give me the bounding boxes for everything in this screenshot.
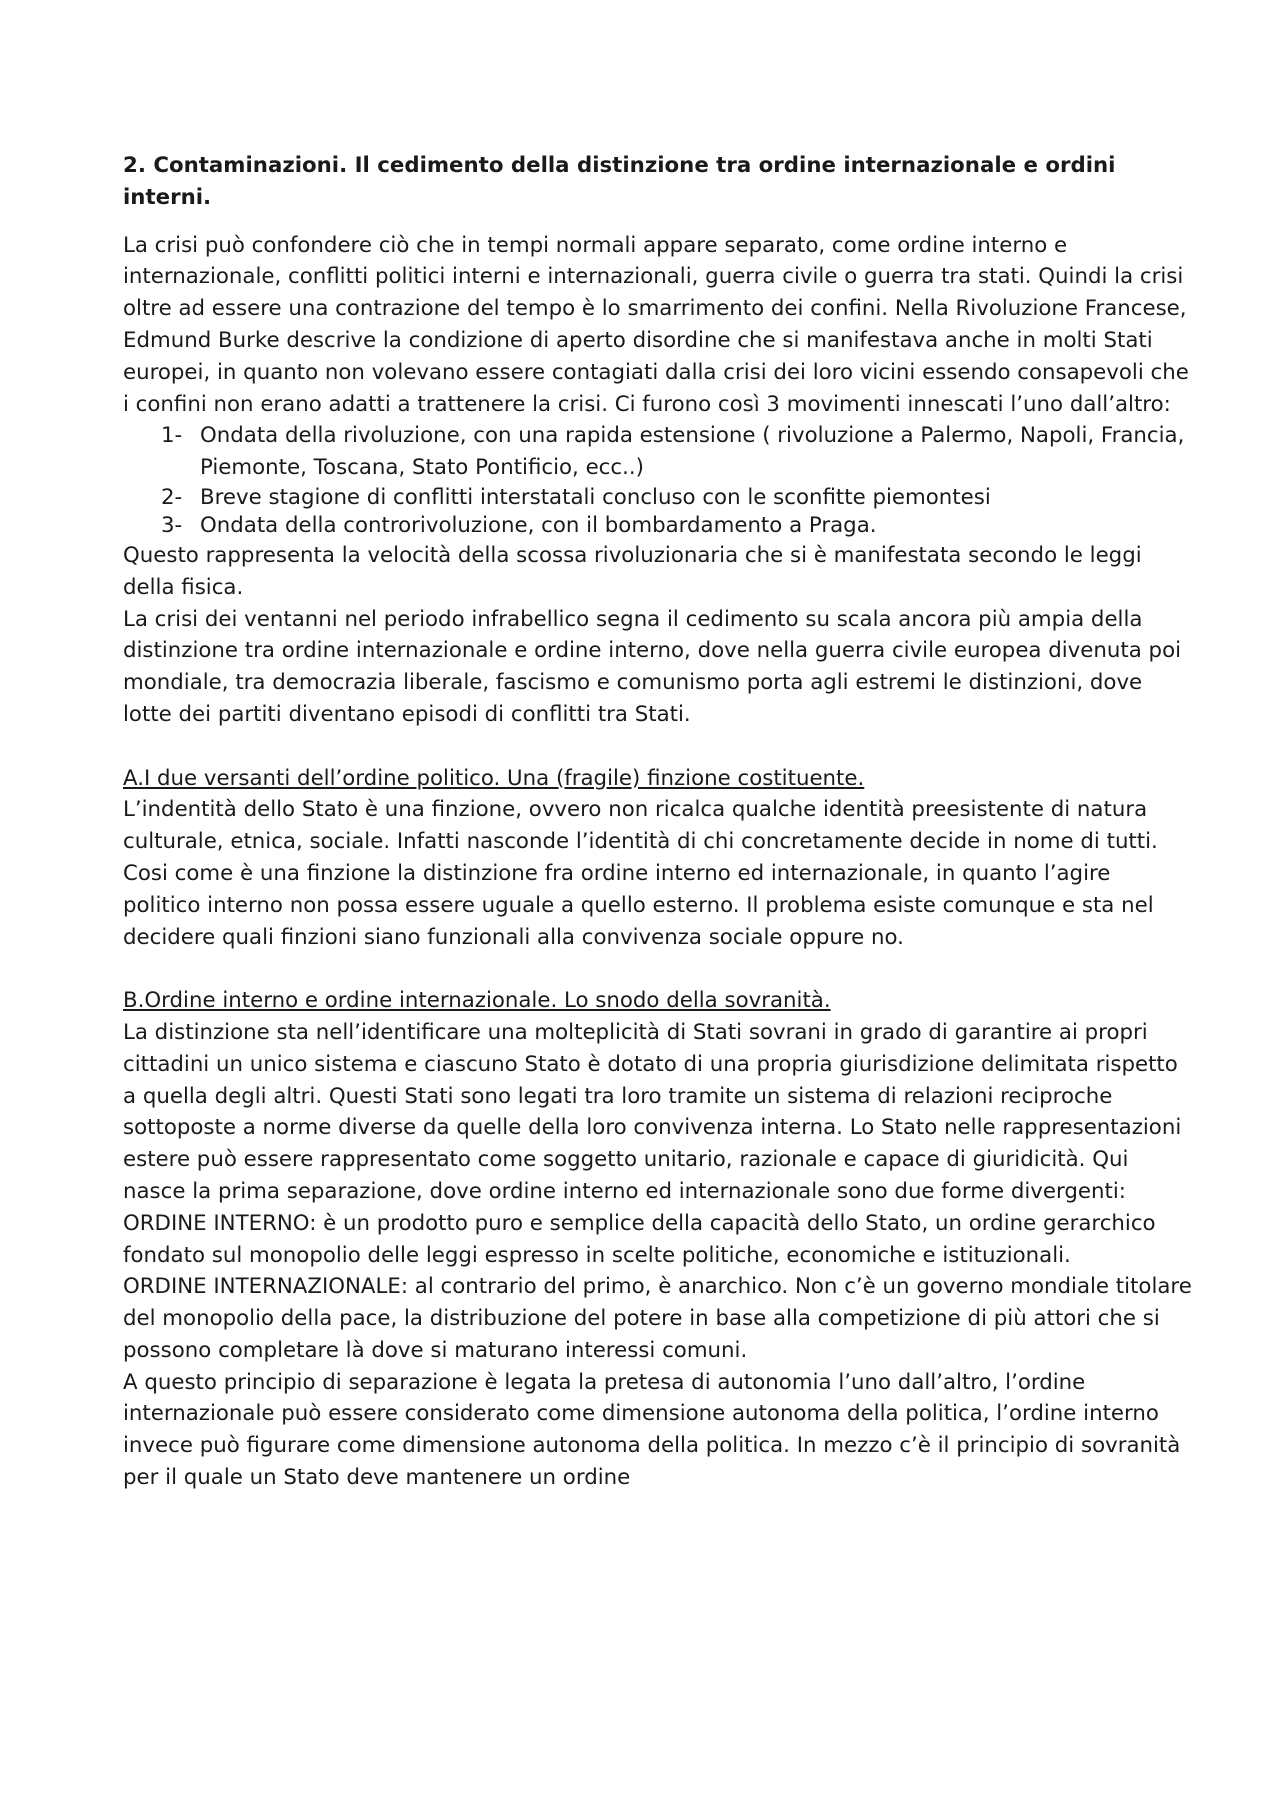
list-item-text: Ondata della controrivoluzione, con il bombardamento a Praga. xyxy=(200,512,877,538)
list-item-number: 3- xyxy=(161,512,183,538)
ordine-internazionale-paragraph: ORDINE INTERNAZIONALE: al contrario del primo, è anarchico. Non c’è un governo mondiale titolare del monopolio della pace, la distribuzione del potere in base alla competizione di più attori che si possono completare là dove si maturano interessi comuni. xyxy=(123,1274,1192,1363)
subsection-a-title: A.I due versanti dell’ordine politico. Una (fragile) finzione costituente. xyxy=(123,765,865,791)
list-item xyxy=(123,484,1193,512)
subsection-b-paragraph: La distinzione sta nell’identificare una molteplicità di Stati sovrani in grado di garantire ai propri cittadini un unico sistema e ciascuno Stato è dotato di una propria giurisdizione delimitata rispetto a quella degli altri. Questi Stati sono legati tra loro tramite un sistema di relazioni reciproche sottoposte a norme diverse da quelle della loro convivenza interna. Lo Stato nelle rappresentazioni estere può essere rappresentato come soggetto unitario, razionale e capace di giuridicità. Qui nasce la prima separazione, dove ordine interno ed internazionale sono due forme divergenti: xyxy=(123,1019,1182,1204)
after-list-paragraph: Questo rappresenta la velocità della scossa rivoluzionaria che si è manifestata secondo le leggi della fisica. xyxy=(123,542,1142,600)
list-item-text: Ondata della rivoluzione, con una rapida estensione ( rivoluzione a Palermo, Napoli, Francia, Piemonte, Toscana, Stato Pontificio, ecc..) xyxy=(200,423,1185,481)
ordine-interno-paragraph: ORDINE INTERNO: è un prodotto puro e semplice della capacità dello Stato, un ordine gerarchico fondato sul monopolio delle leggi espresso in scelte politiche, economiche e istituzionali. xyxy=(123,1210,1156,1268)
intro-paragraph: La crisi può confondere ciò che in tempi normali appare separato, come ordine interno e internazionale, conflitti politici interni e internazionali, guerra civile o guerra tra stati. Quindi la crisi oltre ad essere una contrazione del tempo è lo smarrimento dei confini. Nella Rivoluzione Francese, Edmund Burke descrive la condizione di aperto disordine che si manifestava anche in molti Stati europei, in quanto non volevano essere contagiati dalla crisi dei loro vicini essendo consapevoli che i confini non erano adatti a trattenere la crisi. Ci furono così 3 movimenti innescati l’uno dall’altro: xyxy=(123,232,1189,417)
list-item-number: 2- xyxy=(161,484,183,510)
spacer xyxy=(123,731,1193,763)
list-item xyxy=(123,512,1193,540)
spacer xyxy=(123,953,1193,985)
subsection-a-paragraph: L’indentità dello Stato è una finzione, ovvero non ricalca qualche identità preesistente di natura culturale, etnica, sociale. Infatti nasconde l’identità di chi concretamente decide in nome di tutti. Cosi come è una finzione la distinzione fra ordine interno ed internazionale, in quanto l’agire politico interno non possa essere uguale a quello esterno. Il problema esiste comunque e sta nel decidere quali finzioni siano funzionali alla convivenza sociale oppure no. xyxy=(123,797,1158,950)
subsection-b-title: B.Ordine interno e ordine internazionale. Lo snodo della sovranità. xyxy=(123,988,831,1014)
list-item-text: Breve stagione di conflitti interstatali concluso con le sconfitte piemontesi xyxy=(200,484,991,510)
list-item-number: 1- xyxy=(161,423,183,449)
document-body xyxy=(123,150,1193,1494)
closing-paragraph: A questo principio di separazione è legata la pretesa di autonomia l’uno dall’altro, l’ordine internazionale può essere considerato come dimensione autonoma della politica, l’ordine interno invece può figurare come dimensione autonoma della politica. In mezzo c’è il principio di sovranità per il quale un Stato deve mantenere un ordine xyxy=(123,1369,1181,1491)
movements-list xyxy=(123,420,1193,540)
ventanni-paragraph: La crisi dei ventanni nel periodo infrabellico segna il cedimento su scala ancora più ampia della distinzione tra ordine internazionale e ordine interno, dove nella guerra civile europea divenuta poi mondiale, tra democrazia liberale, fascismo e comunismo porta agli estremi le distinzioni, dove lotte dei partiti diventano episodi di conflitti tra Stati. xyxy=(123,606,1182,727)
section-heading: 2. Contaminazioni. Il cedimento della distinzione tra ordine internazionale e ordini interni. xyxy=(123,153,1116,210)
list-item xyxy=(123,420,1193,484)
